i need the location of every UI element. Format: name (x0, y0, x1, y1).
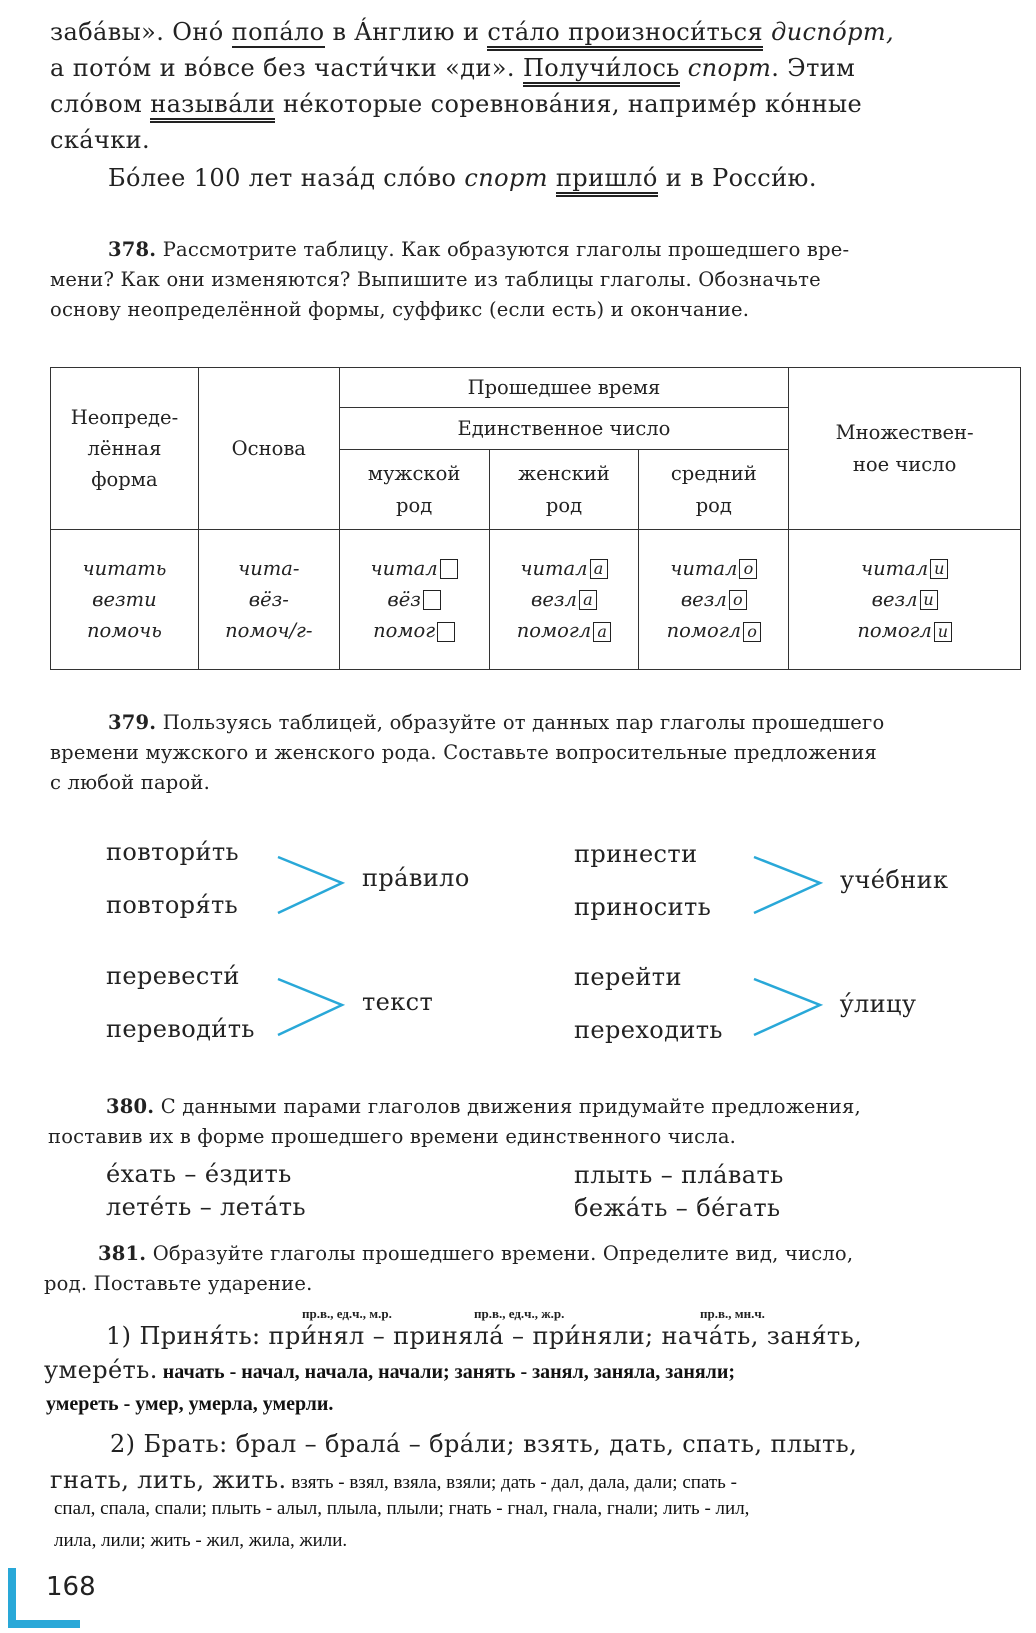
ex378-line-1: 378. Рассмотрите таблицу. Как образуются глаголы прошедшего вре- (108, 238, 850, 261)
header-singular: Единственное число (339, 408, 789, 450)
intro-line-5: Бóлее 100 лет назáд слóво спорт пришлó и в Росси́ю. (108, 164, 817, 192)
arrow-icon (276, 855, 346, 917)
ex381-p2: 2) Брать: брал – бралá – брáли; взять, дать, спать, плыть, (110, 1430, 858, 1458)
intro-line-4: скáчки. (50, 126, 151, 154)
ex381-p1: 1) Приня́ть: при́нял – приняла́ – при́няли; начáть, заня́ть, (106, 1322, 863, 1350)
pair3-object: текст (362, 988, 434, 1016)
ex381-line-1: 381. Образуйте глаголы прошедшего времени. Определите вид, число, (98, 1242, 854, 1265)
ex378-line-2: мени? Как они изменяются? Выпишите из таблицы глаголы. Обозначьте (50, 268, 821, 291)
ex379-line-2: времени мужского и женского рода. Составьте вопросительные предложения (50, 741, 877, 764)
intro-line-1: забáвы». Онó попáло в Áнглию и стáло произноси́ться диспóрт, (50, 18, 894, 46)
ex380-pair-1: éхать – éздить (106, 1160, 292, 1188)
arrow-icon (752, 977, 824, 1039)
col-plural: читал и везл и помогл и (789, 530, 1021, 670)
intro-line-2: а потóм и вóвсе без части́чки «ди». Получи́лось спорт. Этим (50, 54, 855, 82)
col-masc: читал вёз помог (339, 530, 489, 670)
header-fem: женский род (489, 450, 639, 530)
verb-table (50, 367, 1021, 670)
header-plural: Множествен- ное число (789, 368, 1021, 530)
pair4-a: перейти (574, 963, 682, 991)
pair1-b: повторя́ть (106, 891, 239, 919)
tag-fem: пр.в., ед.ч., ж.р. (474, 1306, 565, 1321)
ex380-pair-3: летéть – летáть (106, 1193, 306, 1221)
tag-masc: пр.в., ед.ч., м.р. (302, 1306, 392, 1321)
ex381-line-2: род. Поставьте ударение. (44, 1272, 313, 1295)
answer-2c: лила, лили; жить - жил, жила, жили. (54, 1530, 348, 1551)
answer-1b: умереть - умер, умерла, умерли. (46, 1393, 334, 1415)
page-number: 168 (46, 1572, 96, 1602)
arrow-icon (752, 855, 824, 917)
pair2-object: учéбник (840, 866, 949, 894)
ex381-p2-cont: гнать, лить, жить. взять - взял, взяла, взяли; дать - дал, дала, дали; спать - (50, 1466, 737, 1494)
empty-ending-box (437, 622, 455, 642)
answer-2b: спал, спала, спали; плыть - алыл, плыла, плыли; гнать - гнал, гнала, гнали; лить - лил, (54, 1498, 750, 1519)
pair4-b: переходить (574, 1016, 723, 1044)
pair1-object: прáвило (362, 864, 470, 892)
arrow-icon (276, 977, 346, 1039)
ex381-p1-cont: умерéть. начать - начал, начала, начали; занять - занял, заняла, заняли; (44, 1356, 736, 1384)
col-infinitives: читать везти помочь (51, 530, 199, 670)
pair4-object: ýлицу (840, 990, 917, 1018)
pair2-a: принести (574, 840, 698, 868)
header-infinitive: Неопреде- лённая форма (51, 368, 199, 530)
col-neut: читал о везл о помогл о (639, 530, 789, 670)
pair1-a: повтори́ть (106, 838, 239, 866)
header-past: Прошедшее время (339, 368, 789, 408)
header-masc: мужской род (339, 450, 489, 530)
tag-plural: пр.в., мн.ч. (700, 1306, 765, 1321)
ex379-line-1: 379. Пользуясь таблицей, образуйте от данных пар глаголы прошедшего (108, 711, 885, 734)
empty-ending-box (423, 590, 441, 610)
answer-1a: начать - начал, начала, начали; занять - занял, заняла, заняли; (157, 1361, 736, 1383)
pair3-a: перевести́ (106, 962, 240, 990)
pair2-b: приносить (574, 893, 712, 921)
ex378-line-3: основу неопределённой формы, суффикс (если есть) и окончание. (50, 298, 750, 321)
ex380-pair-2: плыть – плáвать (574, 1161, 784, 1189)
intro-line-3: слóвом назывáли нéкоторые соревновáния, напримéр кóнные (50, 90, 862, 118)
ex379-line-3: с любой парой. (50, 771, 210, 794)
header-stem: Основа (198, 368, 339, 530)
empty-ending-box (440, 559, 458, 579)
header-neut: средний род (639, 450, 789, 530)
col-stems: чита- вёз- помоч/г- (198, 530, 339, 670)
ex380-line-2: поставив их в форме прошедшего времени единственного числа. (48, 1125, 737, 1148)
col-fem: читал а везл а помогл а (489, 530, 639, 670)
ex380-line-1: 380. С данными парами глаголов движения придумайте предложения, (106, 1095, 861, 1118)
answer-2a: взять - взял, взяла, взяли; дать - дал, дала, дали; спать - (286, 1472, 737, 1493)
pair3-b: переводи́ть (106, 1015, 255, 1043)
ex380-pair-4: бежáть – бéгать (574, 1194, 781, 1222)
